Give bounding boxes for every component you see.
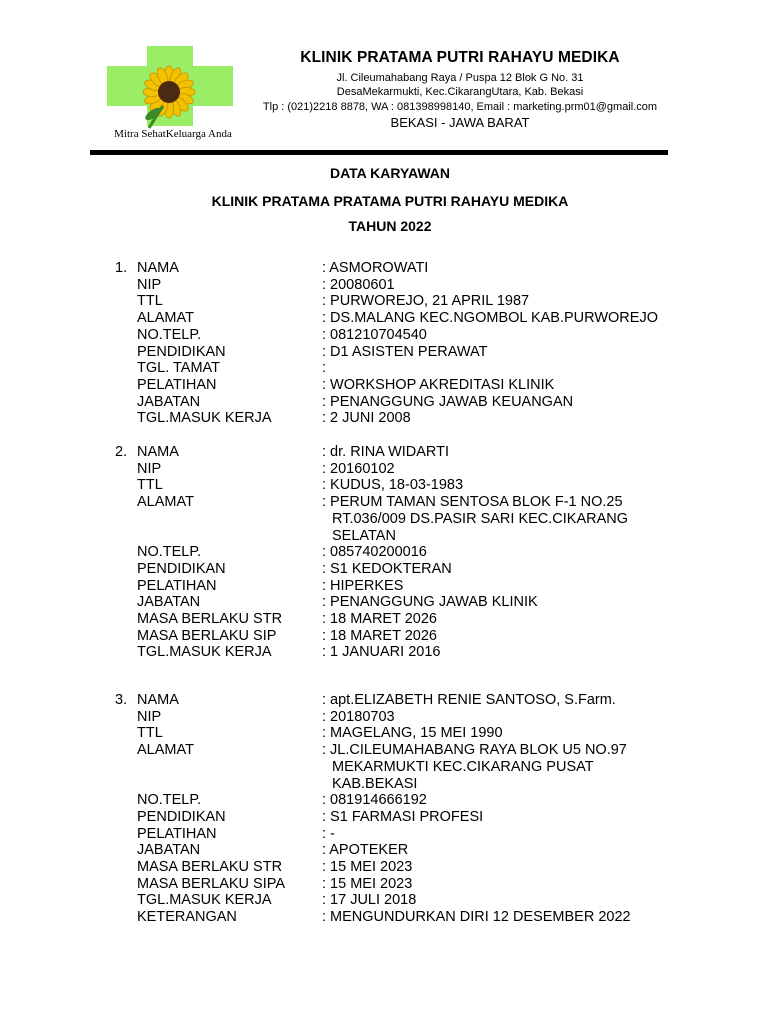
field-value: : ASMOROWATI [322, 260, 429, 276]
employee-number: 2. [115, 444, 128, 460]
employee-field [0, 644, 768, 661]
employee-field [0, 792, 768, 809]
employee-field [0, 461, 768, 478]
field-value: : 20180703 [322, 708, 395, 725]
employee-number: 1. [115, 260, 128, 276]
employee-field-continuation [0, 511, 768, 528]
field-value: : MENGUNDURKAN DIRI 12 DESEMBER 2022 [322, 909, 631, 926]
field-label: TTL [137, 725, 163, 742]
employee-field [0, 260, 768, 277]
field-value: : PENANGGUNG JAWAB KLINIK [322, 594, 538, 611]
employee-field [0, 561, 768, 578]
field-value: : 085740200016 [322, 544, 427, 561]
employee-field [0, 709, 768, 726]
field-label: MASA BERLAKU STR [137, 611, 283, 627]
field-value: : 1 JANUARI 2016 [322, 644, 441, 661]
field-value: : dr. RINA WIDARTI [322, 444, 450, 460]
employee-field [0, 859, 768, 876]
clinic-name: KLINIK PRATAMA PUTRI RAHAYU MEDIKA [300, 49, 620, 66]
field-value: : - [322, 825, 335, 842]
field-value: : PERUM TAMAN SENTOSA BLOK F-1 NO.25 [322, 494, 623, 511]
employee-field [0, 360, 768, 377]
field-value: : 15 MEI 2023 [322, 859, 413, 875]
field-value-continuation: RT.036/009 DS.PASIR SARI KEC.CIKARANG [332, 510, 629, 527]
employee-field [0, 377, 768, 394]
field-value: : D1 ASISTEN PERAWAT [322, 343, 488, 360]
document-year: TAHUN 2022 [348, 218, 432, 234]
field-value: : 20080601 [322, 276, 395, 293]
field-label: JABATAN [137, 594, 201, 611]
field-value: : 18 MARET 2026 [322, 611, 437, 627]
employee-field [0, 692, 768, 709]
field-value: : APOTEKER [322, 842, 409, 859]
field-label: NIP [137, 460, 162, 477]
field-value: : 15 MEI 2023 [322, 875, 413, 892]
field-label: ALAMAT [137, 310, 194, 327]
employee-field [0, 809, 768, 826]
field-value: : DS.MALANG KEC.NGOMBOL KAB.PURWOREJO [322, 310, 658, 327]
field-label: MASA BERLAKU STR [137, 859, 283, 875]
document-subtitle: KLINIK PRATAMA PRATAMA PUTRI RAHAYU MEDIKA [211, 193, 569, 209]
field-label: JABATAN [137, 393, 201, 410]
employee-field [0, 725, 768, 742]
employee-field [0, 892, 768, 909]
employee-field [0, 494, 768, 511]
field-label: PELATIHAN [137, 825, 217, 842]
field-value-continuation: KAB.BEKASI [332, 775, 418, 792]
employee-field [0, 578, 768, 595]
field-label: JABATAN [137, 842, 201, 859]
header-divider [90, 150, 668, 155]
field-value: : PURWOREJO, 21 APRIL 1987 [322, 293, 530, 310]
employee-field [0, 909, 768, 926]
field-label: NO.TELP. [137, 792, 202, 809]
employee-field [0, 826, 768, 843]
field-value: : WORKSHOP AKREDITASI KLINIK [322, 376, 555, 393]
employee-field [0, 444, 768, 461]
address-line-1: Jl. Cileumahabang Raya / Puspa 12 Blok G No. 31 [336, 72, 584, 84]
field-value-continuation: SELATAN [332, 527, 396, 544]
employee-field [0, 594, 768, 611]
field-value: : KUDUS, 18-03-1983 [322, 477, 464, 494]
field-label: PENDIDIKAN [137, 560, 226, 577]
contact-line: Tlp : (021)2218 8878, WA : 081398998140, Email : marketing.prm01@gmail.com [262, 101, 658, 113]
field-label: NAMA [137, 260, 179, 276]
field-label: NO.TELP. [137, 544, 202, 561]
field-label: ALAMAT [137, 742, 194, 759]
field-value: : JL.CILEUMAHABANG RAYA BLOK U5 NO.97 [322, 742, 627, 759]
employee-field-continuation [0, 759, 768, 776]
employee-field [0, 611, 768, 628]
field-value: : S1 FARMASI PROFESI [322, 808, 484, 825]
field-label: KETERANGAN [137, 909, 237, 926]
employee-field [0, 293, 768, 310]
field-label: TGL.MASUK KERJA [137, 892, 272, 909]
field-label: NAMA [137, 692, 179, 708]
employee-field-continuation [0, 528, 768, 545]
field-value: : PENANGGUNG JAWAB KEUANGAN [322, 393, 574, 410]
field-label: ALAMAT [137, 494, 194, 511]
employee-field-continuation [0, 776, 768, 793]
logo-tagline: Mitra SehatKeluarga Anda [114, 128, 232, 140]
field-value: : 081210704540 [322, 326, 427, 343]
field-value: : [322, 360, 327, 377]
field-value: : 18 MARET 2026 [322, 627, 437, 644]
employee-field [0, 628, 768, 645]
field-value: : MAGELANG, 15 MEI 1990 [322, 725, 503, 742]
employee-field [0, 544, 768, 561]
field-label: MASA BERLAKU SIPA [137, 875, 286, 892]
field-label: NIP [137, 276, 162, 293]
field-value: : 17 JULI 2018 [322, 892, 417, 909]
employee-number: 3. [115, 692, 128, 708]
field-label: PELATIHAN [137, 577, 217, 594]
employee-field [0, 477, 768, 494]
field-label: PELATIHAN [137, 376, 217, 393]
document-title: DATA KARYAWAN [329, 165, 451, 181]
field-label: TGL.MASUK KERJA [137, 644, 272, 661]
employee-field [0, 310, 768, 327]
field-value: : HIPERKES [322, 577, 404, 594]
field-value: : 2 JUNI 2008 [322, 410, 411, 427]
field-label: NO.TELP. [137, 326, 202, 343]
employee-field [0, 410, 768, 427]
field-label: PENDIDIKAN [137, 343, 226, 360]
field-label: TTL [137, 477, 163, 494]
field-value-continuation: MEKARMUKTI KEC.CIKARANG PUSAT [332, 758, 594, 775]
field-label: MASA BERLAKU SIP [137, 627, 277, 644]
employee-field [0, 876, 768, 893]
region: BEKASI - JAWA BARAT [390, 115, 530, 130]
employee-field [0, 327, 768, 344]
field-value: : 20160102 [322, 460, 395, 477]
field-value: : 081914666192 [322, 792, 427, 809]
field-value: : apt.ELIZABETH RENIE SANTOSO, S.Farm. [322, 692, 616, 708]
field-label: NAMA [137, 444, 179, 460]
address-line-2: DesaMekarmukti, Kec.CikarangUtara, Kab. Bekasi [336, 86, 584, 98]
employee-field [0, 394, 768, 411]
field-label: PENDIDIKAN [137, 808, 226, 825]
field-label: TGL.MASUK KERJA [137, 410, 272, 427]
field-label: TTL [137, 293, 163, 310]
employee-field [0, 277, 768, 294]
employee-field [0, 842, 768, 859]
employee-field [0, 344, 768, 361]
sunflower-cross-icon [105, 44, 245, 134]
field-value: : S1 KEDOKTERAN [322, 560, 452, 577]
field-label: TGL. TAMAT [137, 360, 220, 377]
employee-field [0, 742, 768, 759]
field-label: NIP [137, 708, 162, 725]
